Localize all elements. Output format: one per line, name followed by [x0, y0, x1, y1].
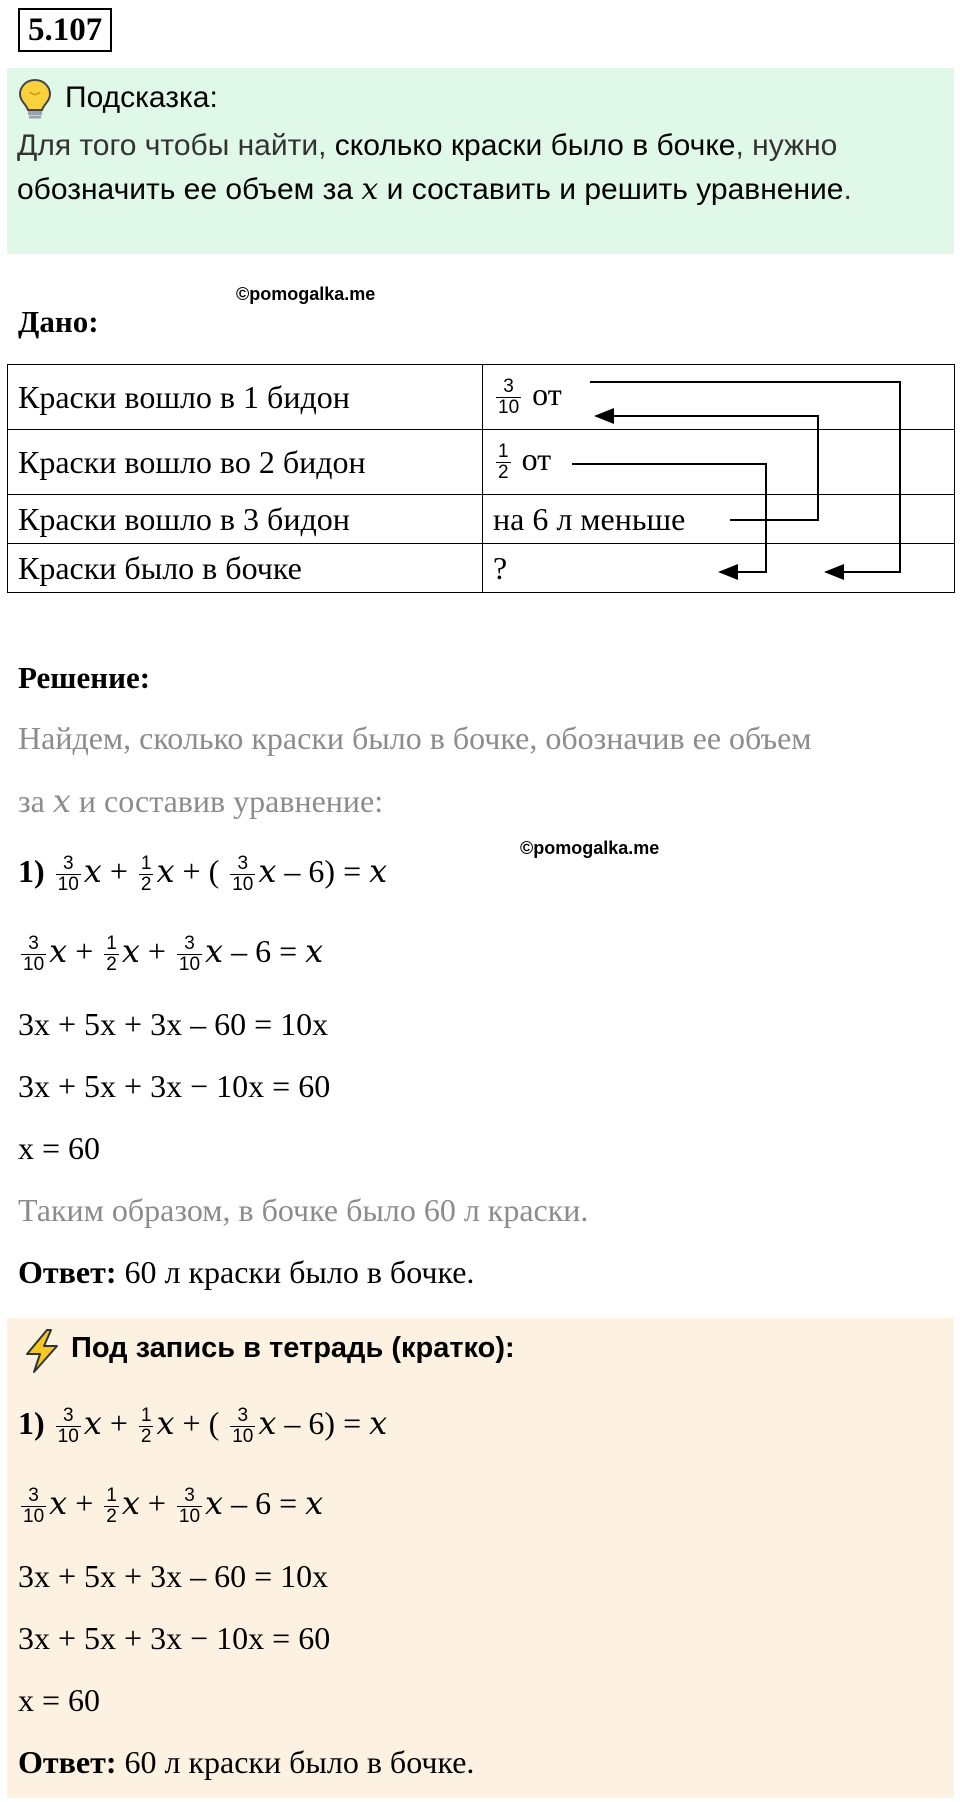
- hint-text: Для того чтобы найти, сколько краски было в бочке, нужно обозначить ее объем за x и составить и решить уравнение.: [17, 129, 852, 207]
- arrow-2-to-total: [572, 464, 766, 572]
- solution-intro: Найдем, сколько краски было в бочке, обозначив ее объем: [18, 720, 812, 756]
- equation-1: 1) $\frac{3}{10}$ x + $\frac{1}{2}$ x + ( $\frac{3}{10}$ x – 6) = x: [18, 852, 388, 896]
- notebook-answer: Ответ: 60 л краски было в бочке.: [18, 1744, 475, 1780]
- equation-4: 3x + 5x + 3x − 10x = 60: [18, 1068, 331, 1104]
- notebook-equation-4: 3x + 5x + 3x − 10x = 60: [18, 1620, 331, 1656]
- notebook-title: Под запись в тетрадь (кратко):: [71, 1332, 515, 1364]
- arrow-3-from-1: [596, 416, 818, 520]
- row-value: $\frac{1}{2}$ от: [483, 430, 955, 495]
- task-number: 5.107: [18, 8, 112, 52]
- arrow-1-to-total: [590, 382, 900, 572]
- solution-intro-2: за x и составив уравнение:: [18, 782, 384, 820]
- row-name: Краски вошло в 3 бидон: [8, 495, 483, 544]
- row-value: на 6 л меньше: [483, 495, 955, 544]
- notebook-box: [7, 1318, 954, 1798]
- notebook-equation-2: $\frac{3}{10}$ x + $\frac{1}{2}$ x + $\frac{3}{10}$ x – 6 = x: [23, 1484, 324, 1528]
- row-value: ?: [483, 544, 955, 593]
- row-name: Краски вошло в 1 бидон: [8, 365, 483, 430]
- solution-label: Решение:: [18, 660, 151, 695]
- equation-5: x = 60: [18, 1130, 101, 1166]
- conclusion: Таким образом, в бочке было 60 л краски.: [18, 1192, 589, 1228]
- notebook-equation-3: 3x + 5x + 3x – 60 = 10x: [18, 1558, 329, 1594]
- relation-arrows: [0, 0, 960, 620]
- row-name: Краски вошло во 2 бидон: [8, 430, 483, 495]
- hint-title: Подсказка:: [65, 81, 218, 114]
- given-label: Дано:: [18, 304, 99, 339]
- watermark: ©pomogalka.me: [520, 838, 660, 858]
- row-value: $\frac{3}{10}$ от: [483, 365, 955, 430]
- notebook-equation-1: 1) $\frac{3}{10}$ x + $\frac{1}{2}$ x + ( $\frac{3}{10}$ x – 6) = x: [18, 1404, 388, 1448]
- fraction: $\frac{1}{2}$: [498, 441, 509, 484]
- row-name: Краски было в бочке: [8, 544, 483, 593]
- lightning-icon: [21, 1328, 63, 1374]
- answer: Ответ: 60 л краски было в бочке.: [18, 1254, 475, 1290]
- notebook-equation-5: x = 60: [18, 1682, 101, 1718]
- equation-2: $\frac{3}{10}$ x + $\frac{1}{2}$ x + $\frac{3}{10}$ x – 6 = x: [23, 932, 324, 976]
- equation-3: 3x + 5x + 3x – 60 = 10x: [18, 1006, 329, 1042]
- fraction: $\frac{3}{10}$: [498, 376, 520, 419]
- watermark: ©pomogalka.me: [236, 284, 376, 304]
